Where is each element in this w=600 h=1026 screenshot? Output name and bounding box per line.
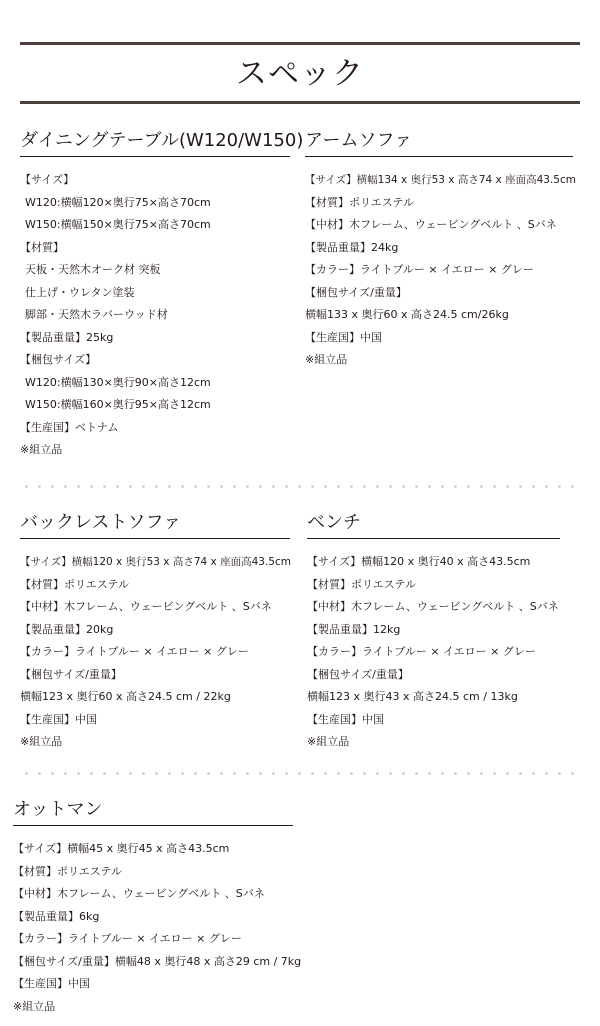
spec-line: 仕上げ・ウレタン塗装 [25, 285, 135, 299]
spec-line: W120:横幅120×奥行75×高さ70cm [25, 195, 211, 209]
spec-line: 【梱包サイズ/重量】横幅48 x 奥行48 x 高さ29 cm / 7kg [13, 954, 302, 968]
spec-line: 【生産国】中国 [307, 712, 384, 726]
dotted-divider [20, 772, 580, 775]
spec-line: 脚部・天然木ラバーウッド材 [25, 308, 168, 321]
spec-list [305, 169, 576, 372]
spec-line: 横幅123 x 奥行43 x 高さ24.5 cm / 13kg [307, 690, 518, 703]
spec-line: 【梱包サイズ/重量】 [305, 285, 407, 299]
spec-line: 【製品重量】6kg [13, 909, 100, 923]
page-title: スペック [236, 56, 364, 92]
spec-line: 【生産国】中国 [13, 977, 90, 990]
spec-line: 【サイズ】横幅120 x 奥行40 x 高さ43.5cm [307, 555, 531, 568]
spec-section-arm-sofa [305, 128, 576, 372]
spec-line: 【材質】ポリエステル [307, 577, 417, 591]
spec-list [20, 551, 290, 754]
spec-line: 【中材】木フレーム、ウェービングベルト 、Sバネ [20, 600, 272, 613]
spec-line: 【生産国】中国 [20, 712, 97, 726]
spec-line: 【サイズ】 [20, 173, 75, 186]
title-bottom-rule [20, 101, 580, 104]
spec-line: 【カラー】ライトブルー × イエロー × グレー [20, 645, 249, 658]
title-top-rule [20, 42, 580, 45]
spec-line: 【中材】木フレーム、ウェービングベルト 、Sバネ [305, 218, 557, 231]
spec-line: 【梱包サイズ/重量】 [307, 667, 409, 681]
spec-line: 【中材】木フレーム、ウェービングベルト 、Sバネ [307, 600, 559, 613]
spec-list [13, 838, 302, 1018]
section-title: アームソファ [305, 128, 573, 157]
spec-line: W120:横幅130×奥行90×高さ12cm [25, 375, 211, 389]
spec-list [307, 551, 560, 754]
spec-line: 【材質】ポリエステル [13, 864, 123, 878]
spec-line: W150:横幅160×奥行95×高さ12cm [25, 398, 211, 411]
spec-section-ottoman [13, 797, 302, 1018]
spec-line: 【材質】ポリエステル [20, 577, 130, 591]
spec-section-dining-table [20, 128, 304, 462]
spec-line: ※組立品 [20, 443, 63, 456]
spec-line: 【梱包サイズ】 [20, 353, 97, 366]
spec-section-backrest-sofa [20, 510, 290, 754]
spec-line: ※組立品 [305, 353, 348, 366]
spec-line: 天板・天然木オーク材 突板 [25, 263, 161, 276]
spec-line: 【サイズ】横幅134 x 奥行53 x 高さ74 x 座面高43.5cm [305, 174, 576, 186]
section-title: オットマン [13, 797, 293, 826]
spec-list [20, 169, 290, 462]
spec-line: ※組立品 [20, 735, 63, 748]
spec-line: 【カラー】ライトブルー × イエロー × グレー [13, 932, 242, 945]
spec-line: 【梱包サイズ/重量】 [20, 667, 122, 681]
spec-line: 【生産国】ベトナム [20, 420, 119, 434]
section-title: ダイニングテーブル(W120/W150) [20, 128, 290, 157]
spec-section-bench [307, 510, 560, 754]
spec-line: ※組立品 [13, 999, 56, 1013]
spec-line: 【カラー】ライトブルー × イエロー × グレー [305, 263, 534, 276]
spec-line: 【製品重量】25kg [20, 330, 114, 344]
spec-line: 横幅123 x 奥行60 x 高さ24.5 cm / 22kg [20, 690, 231, 703]
section-title: ベンチ [307, 510, 560, 539]
spec-line: 【サイズ】横幅120 x 奥行53 x 高さ74 x 座面高43.5cm [20, 556, 291, 568]
spec-line: 【サイズ】横幅45 x 奥行45 x 高さ43.5cm [13, 842, 230, 855]
spec-line: 【材質】ポリエステル [305, 195, 415, 209]
spec-line: 【カラー】ライトブルー × イエロー × グレー [307, 645, 536, 658]
spec-line: 【製品重量】12kg [307, 622, 401, 636]
spec-line: 横幅133 x 奥行60 x 高さ24.5 cm/26kg [305, 308, 509, 321]
spec-line: 【生産国】中国 [305, 330, 382, 344]
dotted-divider [20, 485, 580, 488]
section-title: バックレストソファ [20, 510, 290, 539]
spec-line: 【製品重量】24kg [305, 240, 399, 254]
spec-line: 【中材】木フレーム、ウェービングベルト 、Sバネ [13, 887, 265, 900]
spec-line: ※組立品 [307, 735, 350, 748]
spec-line: 【製品重量】20kg [20, 622, 114, 636]
spec-line: 【材質】 [20, 240, 64, 254]
spec-line: W150:横幅150×奥行75×高さ70cm [25, 218, 211, 231]
